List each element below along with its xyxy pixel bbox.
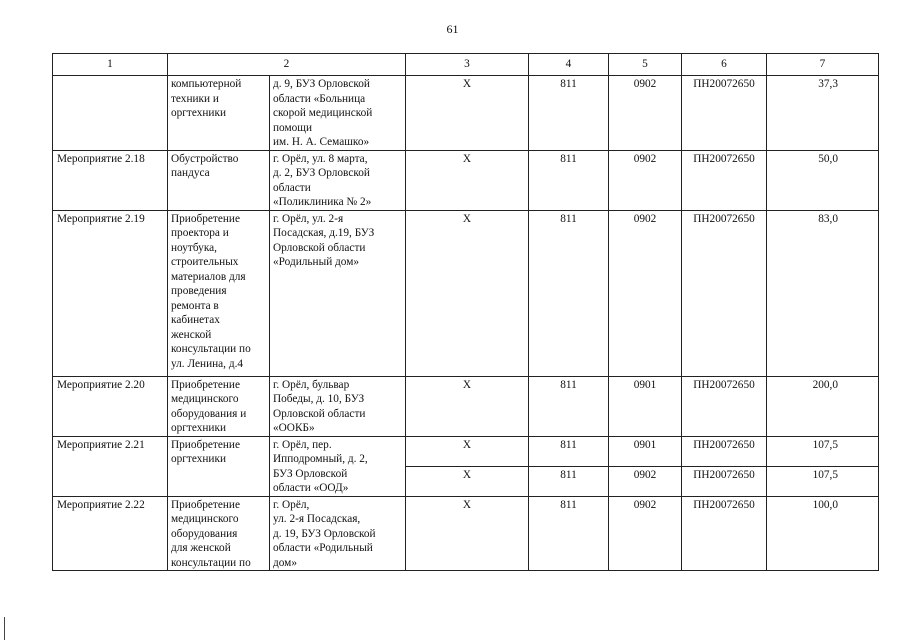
description-line: строительных [171, 256, 239, 268]
location-cell [270, 150, 406, 210]
description-line: ул. Ленина, д.4 [171, 357, 244, 370]
location-line: «Поликлиника № 2» [273, 196, 372, 208]
value-cell-c6: ПН20072650 [682, 466, 767, 496]
description-line: для женской [171, 542, 231, 554]
measure-cell [53, 76, 168, 151]
table-row [53, 496, 879, 571]
value-cell-c6: ПН20072650 [682, 150, 767, 210]
description-line: оргтехники [171, 107, 227, 119]
header-row [53, 54, 879, 76]
description-line: оргтехники [171, 453, 227, 465]
location-line: г. Орёл, бульвар [273, 378, 350, 391]
location-line: дом» [273, 556, 297, 569]
location-line: Орловской области [273, 407, 366, 420]
value-cell-c7: 37,3 [767, 76, 879, 151]
value-cell-c6: ПН20072650 [682, 436, 767, 466]
page-number: 61 [446, 22, 459, 36]
value-cell-c5: 0902 [609, 466, 682, 496]
location-line: Орловской области [273, 241, 366, 254]
description-line: проектора и [171, 227, 229, 239]
location-cell [270, 210, 406, 376]
header-cell-1: 1 [53, 54, 168, 76]
description-line: медицинского [171, 513, 239, 525]
location-cell [270, 76, 406, 151]
value-cell-c7: 200,0 [767, 376, 879, 436]
measure-cell: Мероприятие 2.19 [53, 210, 168, 376]
table-row [53, 76, 879, 151]
value-cell-c5: 0901 [609, 436, 682, 466]
description-cell [168, 376, 270, 436]
location-line: области [273, 181, 311, 194]
value-cell-c3: Х [406, 150, 529, 210]
value-cell-c3: Х [406, 210, 529, 376]
location-line: области «Больница [273, 92, 366, 105]
table-row [53, 210, 879, 376]
value-cell-c3: Х [406, 376, 529, 436]
location-line: Ипподромный, д. 2, [273, 453, 368, 465]
description-line: пандуса [171, 167, 210, 179]
description-cell [168, 436, 270, 496]
value-cell-c5: 0901 [609, 376, 682, 436]
value-cell-c4: 811 [529, 76, 609, 151]
value-cell-c4: 811 [529, 376, 609, 436]
description-line: оборудования [171, 527, 238, 540]
scan-margin-mark [4, 617, 5, 640]
location-line: области «Родильный [273, 542, 373, 554]
description-line: ноутбука, [171, 241, 217, 254]
location-line: д. 2, БУЗ Орловской [273, 167, 370, 179]
header-cell-4: 4 [529, 54, 609, 76]
description-line: кабинетах [171, 314, 220, 326]
budget-table [52, 53, 879, 571]
location-line: им. Н. А. Семашко» [273, 136, 370, 148]
value-cell-c4: 811 [529, 436, 609, 466]
header-cell-2: 2 [168, 54, 406, 76]
description-line: ремонта в [171, 299, 219, 312]
location-cell [270, 376, 406, 436]
description-line: проведения [171, 285, 227, 297]
location-line: Победы, д. 10, БУЗ [273, 393, 365, 405]
description-line: медицинского [171, 393, 239, 405]
value-cell-c6: ПН20072650 [682, 76, 767, 151]
location-line: ул. 2-я Посадская, [273, 513, 361, 525]
measure-cell: Мероприятие 2.18 [53, 150, 168, 210]
description-cell [168, 496, 270, 571]
description-line: Приобретение [171, 378, 240, 391]
header-cell-6: 6 [682, 54, 767, 76]
location-line: Посадская, д.19, БУЗ [273, 227, 375, 239]
description-line: оргтехники [171, 422, 227, 434]
value-cell-c5: 0902 [609, 76, 682, 151]
value-cell-c5: 0902 [609, 210, 682, 376]
description-line: оборудования и [171, 407, 247, 420]
header-cell-7: 7 [767, 54, 879, 76]
value-cell-c4: 811 [529, 210, 609, 376]
description-line: женской [171, 328, 212, 341]
value-cell-c3: Х [406, 466, 529, 496]
location-line: «ООКБ» [273, 422, 315, 434]
location-line: БУЗ Орловской [273, 467, 348, 480]
location-line: помощи [273, 121, 313, 134]
header-cell-5: 5 [609, 54, 682, 76]
description-line: консультации по [171, 556, 251, 569]
location-cell [270, 496, 406, 571]
value-cell-c5: 0902 [609, 150, 682, 210]
description-line: компьютерной [171, 78, 242, 90]
location-line: г. Орёл, пер. [273, 438, 332, 451]
table-body [53, 54, 879, 571]
description-cell [168, 150, 270, 210]
description-line: Приобретение [171, 212, 240, 225]
location-line: д. 19, БУЗ Орловской [273, 527, 376, 540]
value-cell-c7: 107,5 [767, 466, 879, 496]
description-cell [168, 210, 270, 376]
description-line: Приобретение [171, 438, 240, 451]
value-cell-c3: Х [406, 436, 529, 466]
value-cell-c6: ПН20072650 [682, 210, 767, 376]
value-cell-c3: Х [406, 76, 529, 151]
value-cell-c3: Х [406, 496, 529, 571]
header-cell-3: 3 [406, 54, 529, 76]
value-cell-c6: ПН20072650 [682, 376, 767, 436]
location-line: г. Орёл, ул. 2-я [273, 212, 344, 225]
value-cell-c4: 811 [529, 496, 609, 571]
value-cell-c6: ПН20072650 [682, 496, 767, 571]
location-cell [270, 436, 406, 496]
location-line: г. Орёл, ул. 8 марта, [273, 152, 368, 165]
table-row [53, 376, 879, 436]
description-line: Приобретение [171, 498, 240, 511]
description-line: материалов для [171, 270, 246, 283]
measure-cell: Мероприятие 2.20 [53, 376, 168, 436]
location-line: г. Орёл, [273, 498, 310, 511]
table-row [53, 150, 879, 210]
description-line: консультации по [171, 343, 251, 355]
location-line: скорой медицинской [273, 107, 373, 119]
description-line: Обустройство [171, 152, 239, 165]
location-line: д. 9, БУЗ Орловской [273, 78, 370, 90]
location-line: «Родильный дом» [273, 256, 360, 268]
description-line: техники и [171, 92, 219, 105]
measure-cell: Мероприятие 2.22 [53, 496, 168, 571]
value-cell-c7: 107,5 [767, 436, 879, 466]
description-cell [168, 76, 270, 151]
value-cell-c7: 100,0 [767, 496, 879, 571]
value-cell-c7: 50,0 [767, 150, 879, 210]
measure-cell: Мероприятие 2.21 [53, 436, 168, 496]
value-cell-c4: 811 [529, 150, 609, 210]
table-row [53, 436, 879, 466]
location-line: области «ООД» [273, 482, 349, 494]
value-cell-c7: 83,0 [767, 210, 879, 376]
value-cell-c4: 811 [529, 466, 609, 496]
value-cell-c5: 0902 [609, 496, 682, 571]
